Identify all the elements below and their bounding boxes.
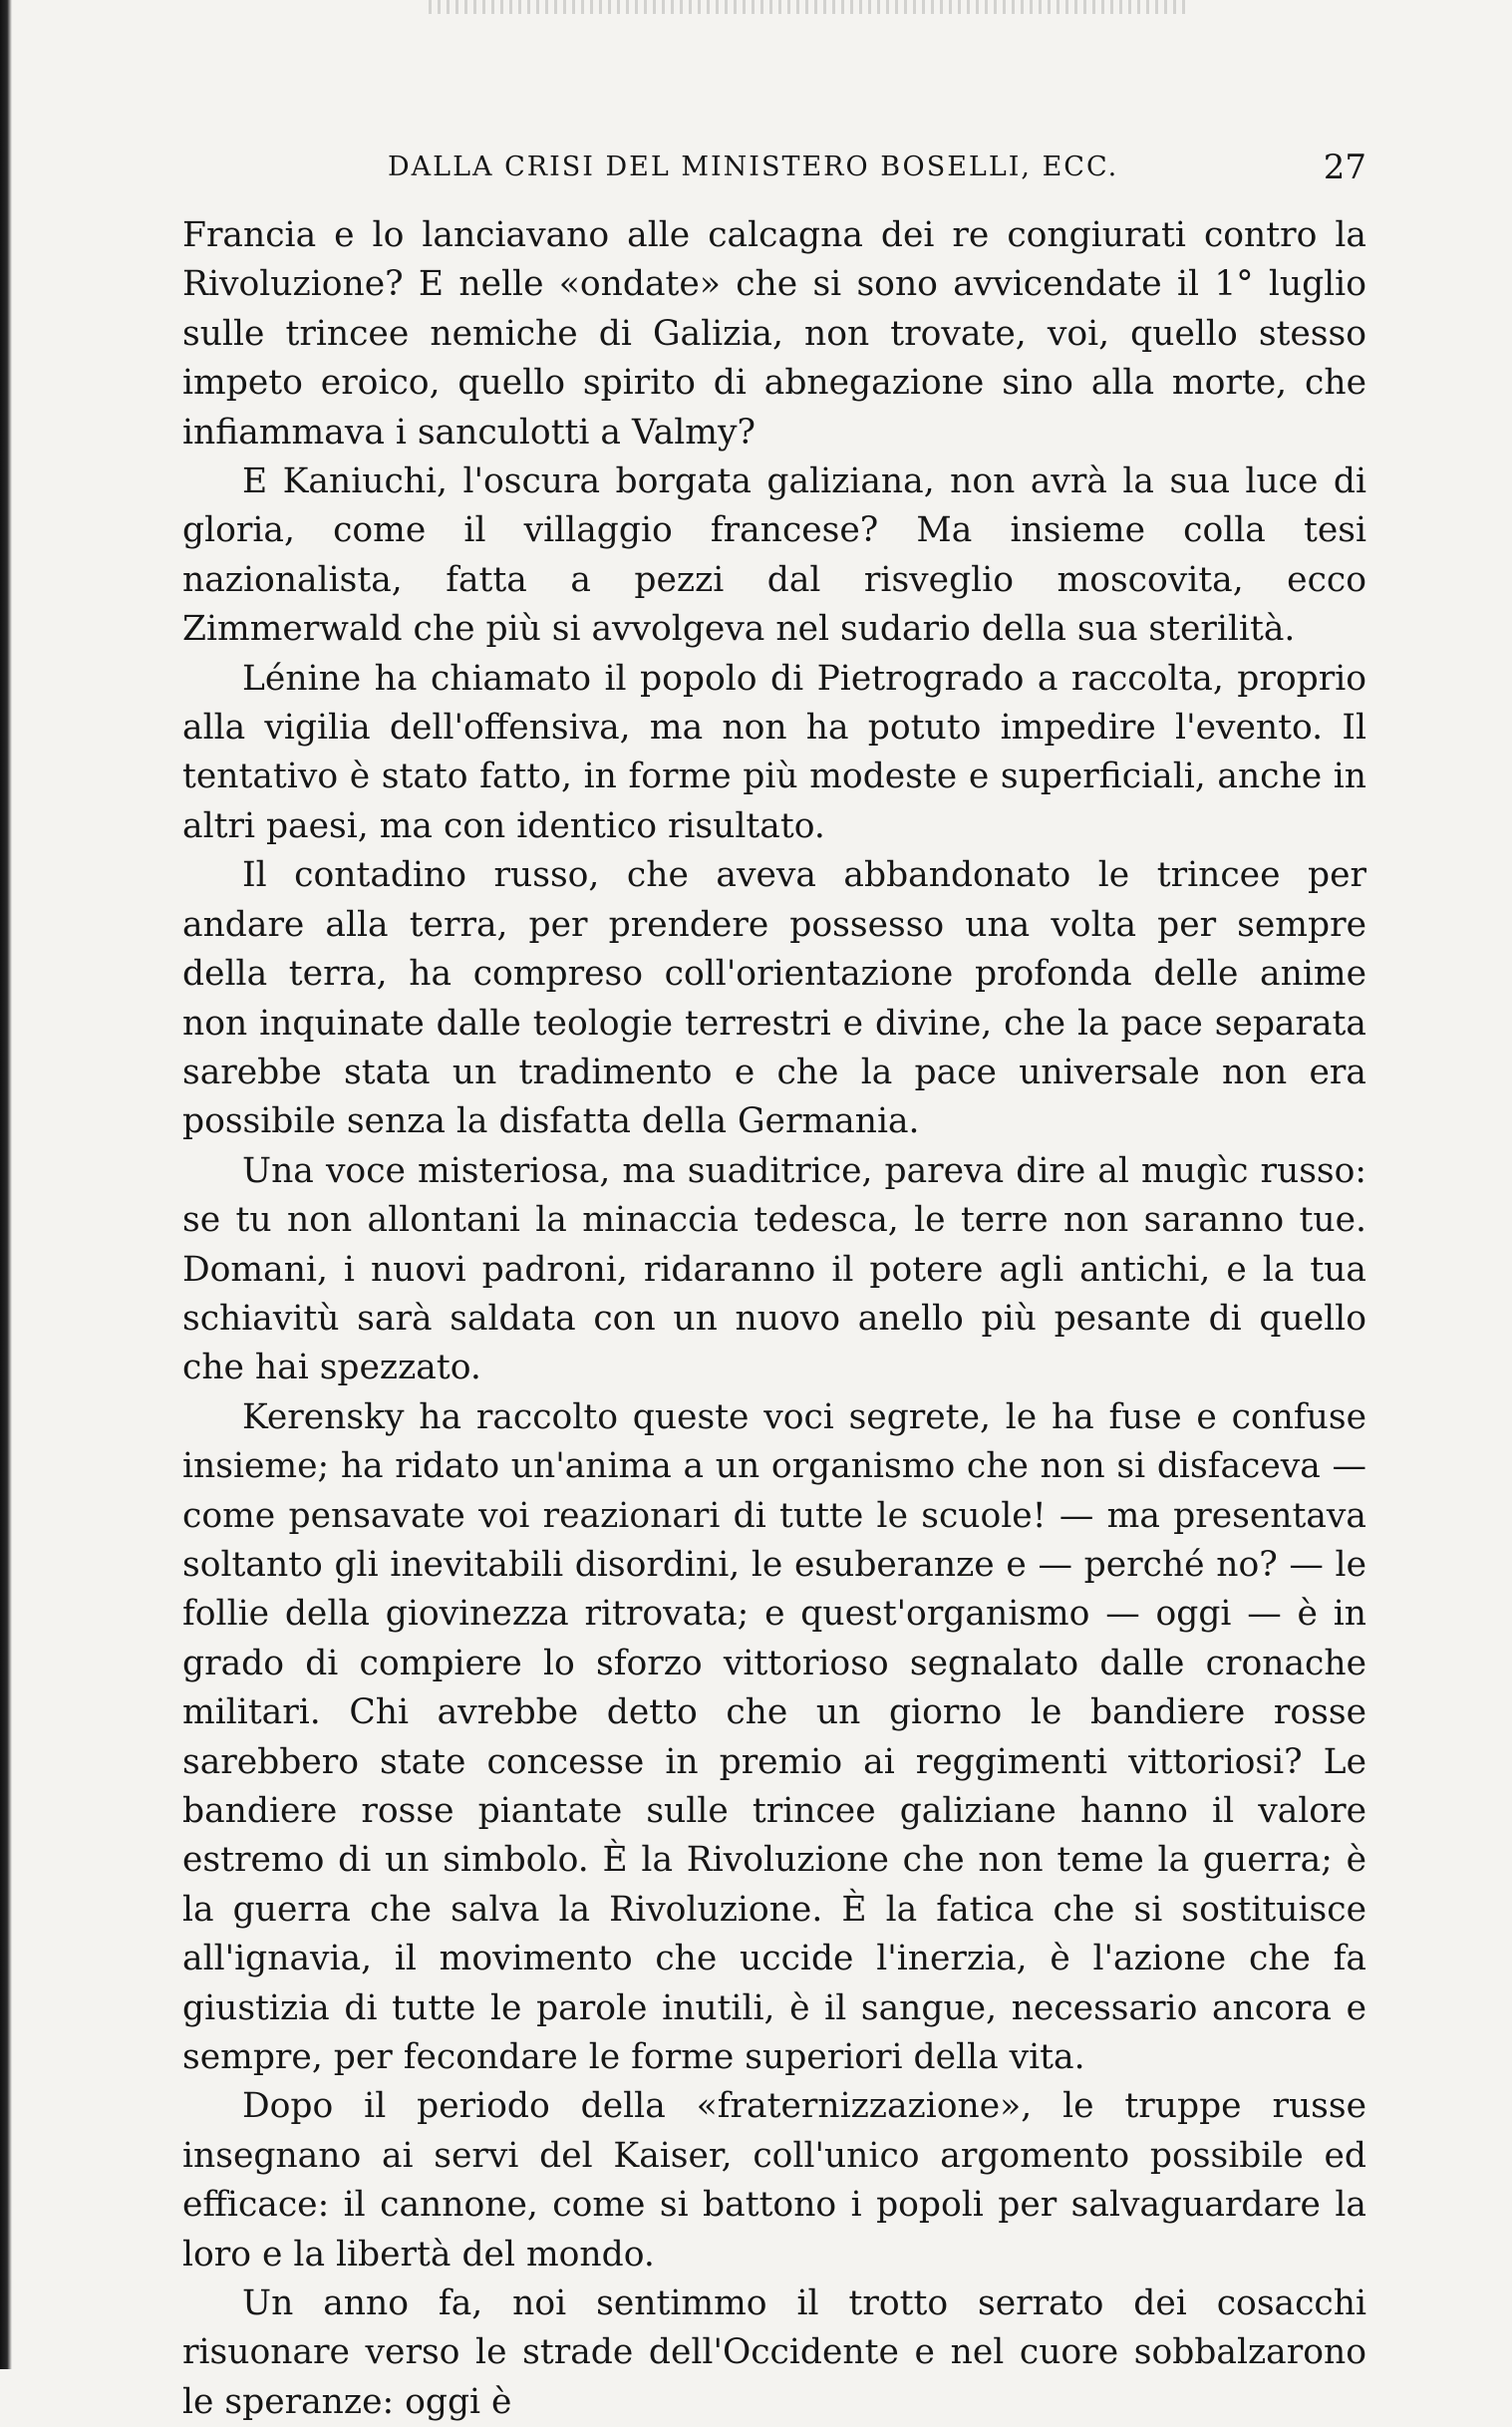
paragraph: Kerensky ha raccolto queste voci segrete, le ha fuse e confuse insieme; ha ridato un'anima a un organismo che non si disfaceva — come pensavate voi reazionari di tutte le scuole! — ma presentava soltanto gli inevitabili disordini, le esuberanze e — perché no? — le follie della giovinezza ritrovata; e quest'organismo — oggi — è in grado di compiere lo sforzo vittorioso segnalato dalle cronache militari. Chi avrebbe detto che un giorno le bandiere rosse sarebbero state concesse in premio ai reggimenti vittoriosi? Le bandiere rosse piantate sulle trincee galiziane hanno il valore estremo di un simbolo. È la Rivoluzione che non teme la guerra; è la guerra che salva la Rivoluzione. È la fatica che si sostituisce all'ignavia, il movimento che uccide l'inerzia, è l'azione che fa giustizia di tutte le parole inutili, è il sangue, necessario ancora e sempre, per fecondare le forme superiori della vita. <box>182 1396 1366 2078</box>
body-text <box>182 211 1366 2427</box>
page-number: 27 <box>1323 148 1366 187</box>
paragraph: Francia e lo lanciavano alle calcagna dei re congiurati contro la Rivoluzione? E nelle «ondate» che si sono avvicendate il 1° luglio sulle trincee nemiche di Galizia, non trovate, voi, quello stesso impeto eroico, quello spirito di abnegazione sino alla morte, che infiammava i sanculotti a Valmy? <box>182 215 1366 453</box>
paragraph: Dopo il periodo della «fraternizzazione», le truppe russe insegnano ai servi del Kaiser, coll'unico argomento possibile ed efficace: il cannone, come si battono i popoli per salvaguardare la loro e la libertà del mondo. <box>182 2086 1366 2275</box>
paragraph: Una voce misteriosa, ma suaditrice, pareva dire al mugìc russo: se tu non allontani la minaccia tedesca, le terre non saranno tue. Domani, i nuovi padroni, ridaranno il potere agli antichi, e la tua schiavitù sarà saldata con un nuovo anello più pesante di quello che hai spezzato. <box>182 1150 1366 1388</box>
scan-edge-noise <box>429 0 1186 14</box>
running-title: DALLA CRISI DEL MINISTERO BOSELLI, ECC. <box>388 152 1119 182</box>
page-header <box>182 144 1366 191</box>
book-spine-shadow <box>0 0 12 2369</box>
paragraph: Un anno fa, noi sentimmo il trotto serrato dei cosacchi risuonare verso le strade dell'Occidente e nel cuore sobbalzarono le speranze: oggi è <box>182 2283 1366 2422</box>
paragraph: Lénine ha chiamato il popolo di Pietrogrado a raccolta, proprio alla vigilia dell'offensiva, ma non ha potuto impedire l'evento. Il tentativo è stato fatto, in forme più modeste e superficiali, anche in altri paesi, ma con identico risultato. <box>182 658 1366 846</box>
paragraph: Il contadino russo, che aveva abbandonato le trincee per andare alla terra, per prendere possesso una volta per sempre della terra, ha compreso coll'orientazione profonda delle anime non inquinate dalle teologie terrestri e divine, che la pace separata sarebbe stata un tradimento e che la pace universale non era possibile senza la disfatta della Germania. <box>182 855 1366 1142</box>
paragraph: E Kaniuchi, l'oscura borgata galiziana, non avrà la sua luce di gloria, come il villaggio francese? Ma insieme colla tesi nazionalista, fatta a pezzi dal risveglio moscovita, ecco Zimmerwald che più si avvolgeva nel sudario della sua sterilità. <box>182 461 1366 650</box>
